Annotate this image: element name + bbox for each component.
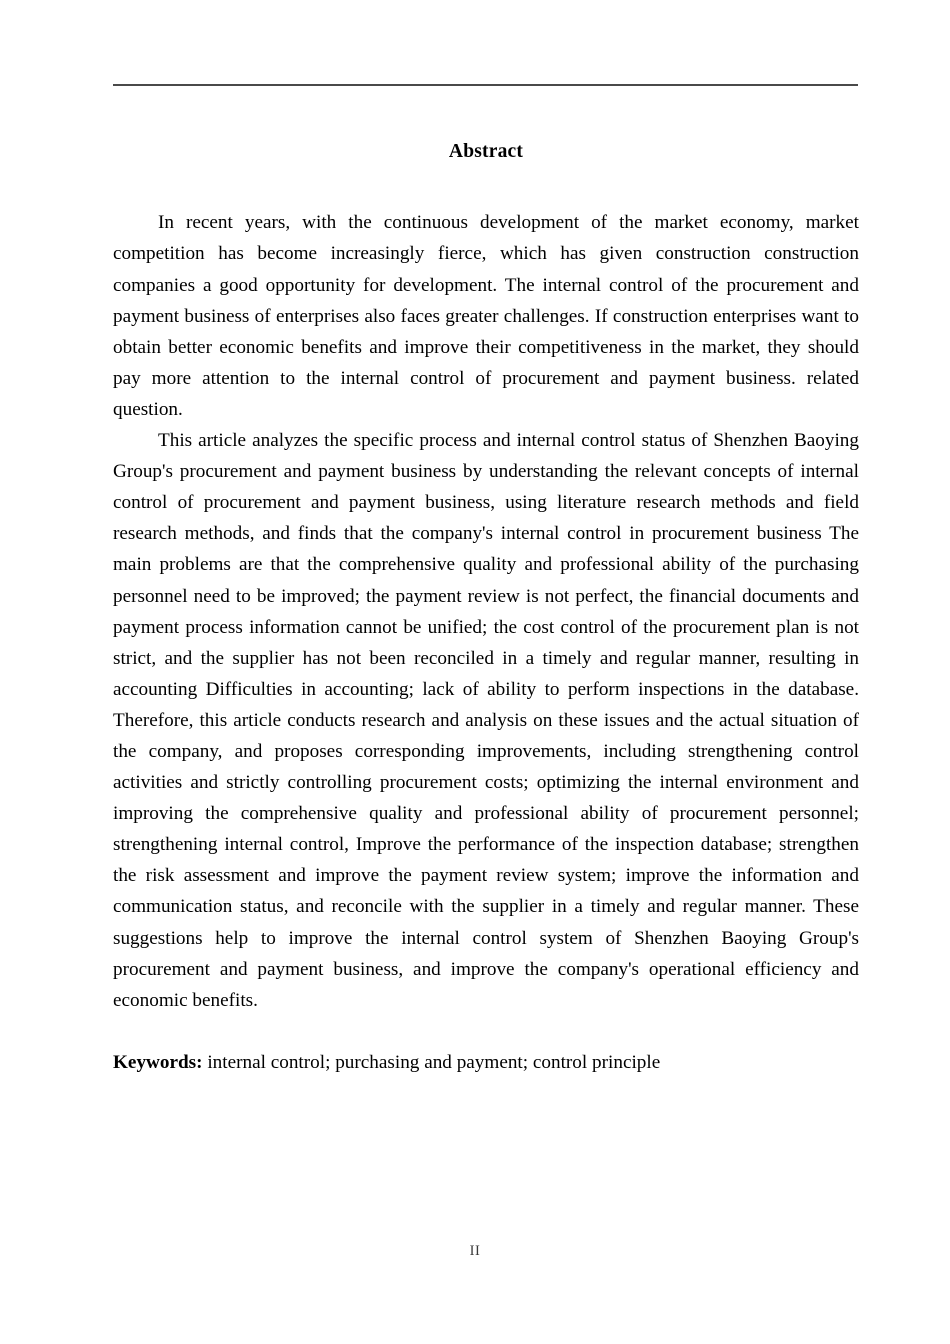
page-title: Abstract [448,141,524,162]
keywords-line [113,1047,859,1078]
page-footer [0,1242,950,1260]
keywords-value: internal control; purchasing and payment; control principle [207,1051,661,1073]
page-header [113,84,858,88]
abstract-paragraph-1: In recent years, with the continuous development of the market economy, market competition has become increasingly fierce, which has given construction construction companies a good opportunity for development. The internal control of the procurement and payment business of enterprises also faces greater challenges. If construction enterprises want to obtain better economic benefits and improve their competitiveness in the market, they should pay more attention to the internal control of procurement and payment business. related question. [113,212,859,420]
keywords-label: Keywords: [113,1051,203,1073]
document-content [113,140,859,1078]
abstract-paragraph-2: This article analyzes the specific process and internal control status of Shenzhen Baoying Group's procurement and payment business by understanding the relevant concepts of internal control of procurement and payment business, using literature research methods and field research methods, and finds that the company's internal control in procurement business The main problems are that the comprehensive quality and professional ability of the purchasing personnel need to be improved; the payment review is not perfect, the financial documents and payment process information cannot be unified; the cost control of the procurement plan is not strict, and the supplier has not been reconciled in a timely and regular manner, resulting in accounting Difficulties in accounting; lack of ability to perform inspections in the database. Therefore, this article conducts research and analysis on these issues and the actual situation of the company, and proposes corresponding improvements, including strengthening control activities and strictly controlling procurement costs; optimizing the internal environment and improving the comprehensive quality and professional ability of procurement personnel; strengthening internal control, Improve the performance of the inspection database; strengthen the risk assessment and improve the payment review system; improve the information and communication status, and reconcile with the supplier in a timely and regular manner. These suggestions help to improve the internal control system of Shenzhen Baoying Group's procurement and payment business, and improve the company's operational efficiency and economic benefits. [113,430,859,1011]
page-number: II [469,1243,481,1259]
header-divider [113,84,858,86]
